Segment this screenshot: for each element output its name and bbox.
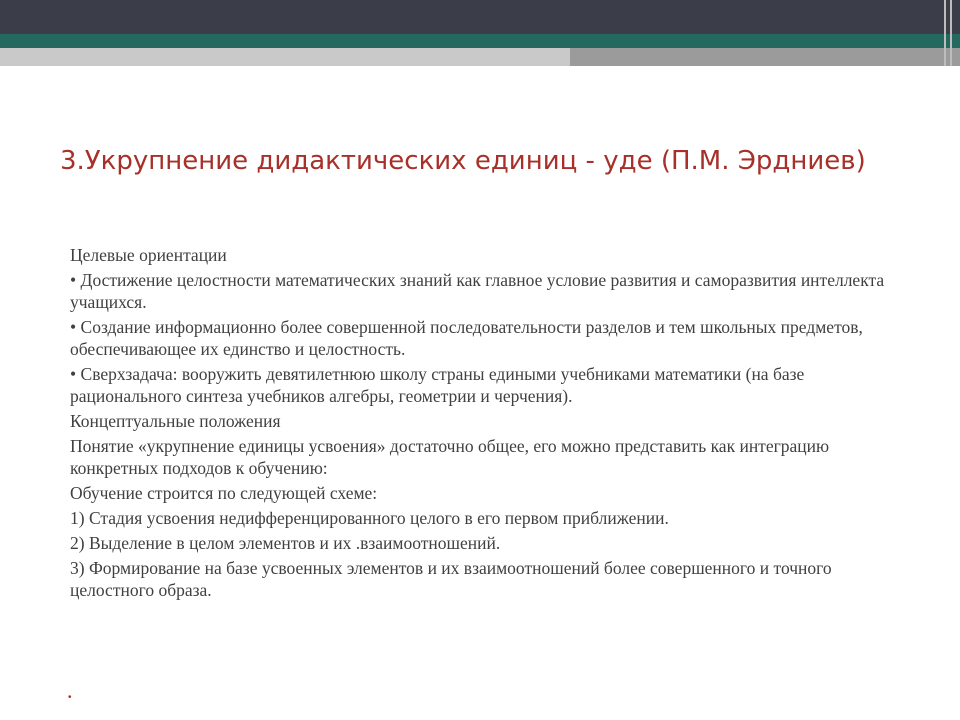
slide-body (70, 244, 920, 604)
bullet-item (70, 316, 920, 360)
concept-paragraph: Понятие «укрупнение единицы усвоения» достаточно общее, его можно представить как интеграцию конкретных подходов к обучению: (70, 436, 830, 478)
trailing-bullet-icon: • (68, 692, 72, 703)
header-dark-bar (0, 0, 960, 34)
bullet-icon: • (70, 317, 77, 337)
slide-title: 3.Укрупнение дидактических единиц - уде (П.М. Эрдниев) (60, 146, 866, 176)
bullet-icon: • (70, 364, 77, 384)
header-grey-strip-right (570, 48, 960, 66)
bullet-item (70, 363, 920, 407)
bullet-icon: • (70, 270, 77, 290)
concepts-heading: Концептуальные положения (70, 411, 281, 431)
goals-heading: Целевые ориентации (70, 245, 227, 265)
scheme-step: 2) Выделение в целом элементов и их .взаимоотношений. (70, 533, 501, 553)
header-teal-band (0, 34, 960, 48)
bullet-text: Достижение целостности математических знаний как главное условие развития и саморазвития интеллекта учащихся. (70, 270, 885, 312)
bullet-text: Создание информационно более совершенной последовательности разделов и тем школьных предметов, обеспечивающее их единство и целостность. (70, 317, 863, 359)
scheme-step: 3) Формирование на базе усвоенных элементов и их взаимоотношений более совершенного и точного целостного образа. (70, 558, 832, 600)
bullet-text: Сверхзадача: вооружить девятилетнюю школу страны едиными учебниками математики (на базе рационального синтеза учебников алгебры, геометрии и черчения). (70, 364, 805, 406)
corner-decoration (938, 0, 960, 66)
bullet-item (70, 269, 920, 313)
scheme-step: 1) Стадия усвоения недифференцированного целого в его первом приближении. (70, 508, 669, 528)
scheme-paragraph: Обучение строится по следующей схеме: (70, 483, 378, 503)
